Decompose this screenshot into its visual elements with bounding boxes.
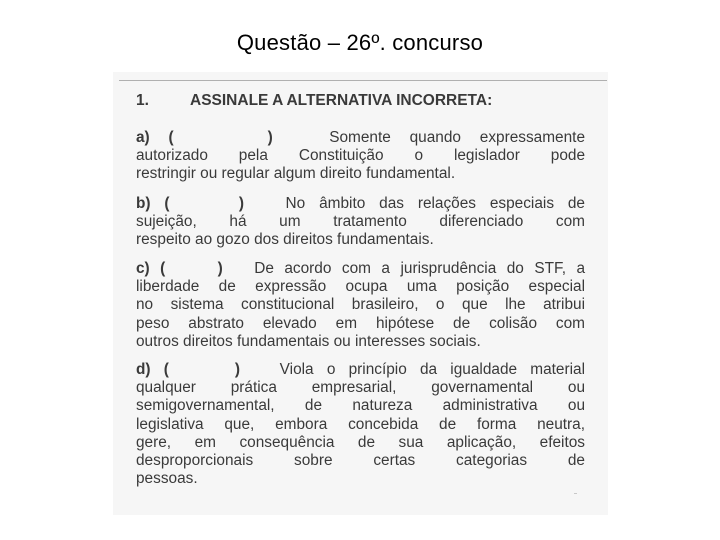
option-b-marker: b) ( ) — [136, 195, 244, 212]
option-c-line-5: outros direitos fundamentais ou interesses sociais. — [136, 332, 481, 350]
option-line — [136, 361, 585, 379]
option-d — [136, 361, 585, 488]
option-d-line-7: pessoas. — [136, 470, 198, 488]
option-c-line-4: peso abstrato elevado em hipótese de colisão com — [136, 314, 585, 332]
option-a-line-2: autorizado pela Constituição o legislador pode — [136, 147, 585, 165]
option-d-line-1: Viola o princípio da igualdade material — [279, 361, 586, 378]
option-a — [136, 129, 585, 184]
scan-top-rule — [119, 80, 607, 81]
option-c-line-2: liberdade de expressão ocupa uma posição especial — [136, 278, 585, 296]
option-line — [136, 195, 585, 213]
option-d-marker: d) ( ) — [136, 361, 241, 378]
question-number: 1. — [136, 92, 149, 109]
option-line — [136, 260, 585, 278]
option-b-line-1: No âmbito das relações especiais de — [285, 195, 585, 212]
option-d-line-6: desproporcionais sobre certas categorias de — [136, 452, 585, 470]
scanned-question-image — [113, 72, 608, 515]
slide-title: Questão – 26º. concurso — [236, 30, 484, 55]
option-d-line-4: legislativa que, embora concebida de forma neutra, — [136, 415, 585, 433]
option-b-line-2: sujeição, há um tratamento diferenciado com — [136, 213, 585, 231]
option-c-marker: c) ( ) — [136, 260, 223, 277]
option-d-line-5: gere, em consequência de sua aplicação, efeitos — [136, 433, 585, 451]
option-d-line-3: semigovernamental, de natureza administrativa ou — [136, 397, 585, 415]
option-b-line-3: respeito ao gozo dos direitos fundamentais. — [136, 231, 434, 249]
option-a-marker: a) ( ) — [136, 129, 273, 146]
option-c-line-1: De acordo com a jurisprudência do STF, a — [254, 260, 586, 277]
option-c — [136, 260, 585, 351]
option-line — [136, 129, 585, 147]
option-a-line-1: Somente quando expressamente — [329, 129, 585, 146]
question-heading — [136, 92, 492, 110]
question-prompt: ASSINALE A ALTERNATIVA INCORRETA: — [190, 92, 493, 109]
option-b — [136, 195, 585, 250]
option-a-line-3: restringir ou regular algum direito fundamental. — [136, 165, 456, 183]
option-c-line-3: no sistema constitucional brasileiro, o que lhe atribui — [136, 296, 585, 314]
option-d-line-2: qualquer prática empresarial, governamental ou — [136, 379, 585, 397]
scan-speck — [574, 493, 577, 494]
